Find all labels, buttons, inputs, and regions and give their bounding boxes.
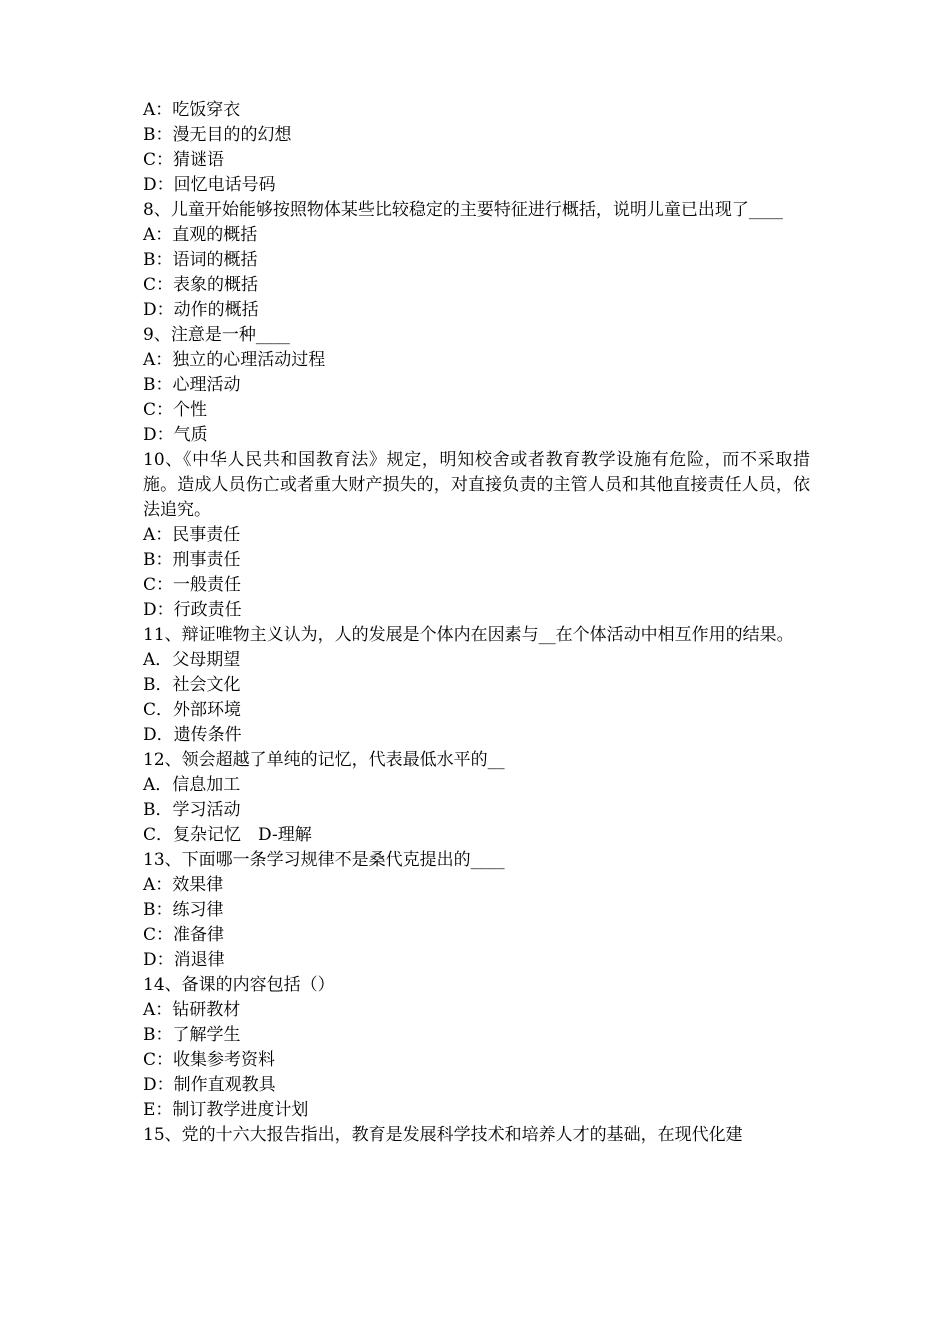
option-line: C：准备律 (143, 925, 225, 945)
option-line: A：民事责任 (143, 525, 241, 545)
option-line: B：语词的概括 (143, 250, 258, 270)
question-stem: 12、领会超越了单纯的记忆，代表最低水平的__ (143, 750, 505, 770)
option-line: C：一般责任 (143, 575, 242, 595)
option-line: C：收集参考资料 (143, 1050, 276, 1070)
document-page (143, 98, 810, 1148)
option-line: D：气质 (143, 425, 208, 445)
option-line: D：行政责任 (143, 600, 242, 620)
question-stem: 13、下面哪一条学习规律不是桑代克提出的____ (143, 850, 505, 870)
option-line: A：吃饭穿衣 (143, 100, 241, 120)
option-line: C：表象的概括 (143, 275, 259, 295)
option-line: B．学习活动 (143, 800, 241, 820)
option-line: B：刑事责任 (143, 550, 241, 570)
option-line: D：消退律 (143, 950, 225, 970)
question-stem: 11、辩证唯物主义认为，人的发展是个体内在因素与__在个体活动中相互作用的结果。 (143, 625, 794, 645)
option-line: C：个性 (143, 400, 208, 420)
option-line: B：漫无目的的幻想 (143, 125, 292, 145)
option-line: B：练习律 (143, 900, 224, 920)
question-11 (143, 623, 810, 748)
option-line: B：了解学生 (143, 1025, 241, 1045)
option-line: B．社会文化 (143, 675, 241, 695)
question-8 (143, 198, 810, 323)
option-line: D：动作的概括 (143, 300, 259, 320)
question-10 (143, 448, 810, 623)
question-stem: 14、备课的内容包括（） (143, 975, 335, 995)
option-line: D．遗传条件 (143, 725, 242, 745)
option-line: D：制作直观教具 (143, 1075, 276, 1095)
option-line: C：猜谜语 (143, 150, 225, 170)
option-line: A：钻研教材 (143, 1000, 241, 1020)
question-12 (143, 748, 810, 848)
question-stem: 8、儿童开始能够按照物体某些比较稳定的主要特征进行概括，说明儿童已出现了____ (143, 200, 783, 220)
option-line: A．父母期望 (143, 650, 241, 670)
question-9 (143, 323, 810, 448)
option-line: A．信息加工 (143, 775, 241, 795)
option-line: B：心理活动 (143, 375, 241, 395)
question-14 (143, 973, 810, 1123)
question-13 (143, 848, 810, 973)
option-line: D：回忆电话号码 (143, 175, 276, 195)
option-line: E：制订教学进度计划 (143, 1100, 309, 1120)
question-15-stem: 15、党的十六大报告指出，教育是发展科学技术和培养人才的基础，在现代化建 (143, 1125, 743, 1145)
option-line: A：直观的概括 (143, 225, 258, 245)
question-stem: 9、注意是一种____ (143, 325, 290, 345)
question-stem: 10、《中华人民共和国教育法》规定，明知校舍或者教育教学设施有危险，而不采取措施。造成人员伤亡或者重大财产损失的，对直接负责的主管人员和其他直接责任人员，依法追究。 (143, 450, 810, 520)
option-line: C．复杂记忆 D-理解 (143, 825, 312, 845)
option-line: C．外部环境 (143, 700, 242, 720)
option-line: A：独立的心理活动过程 (143, 350, 326, 370)
option-line: A：效果律 (143, 875, 224, 895)
